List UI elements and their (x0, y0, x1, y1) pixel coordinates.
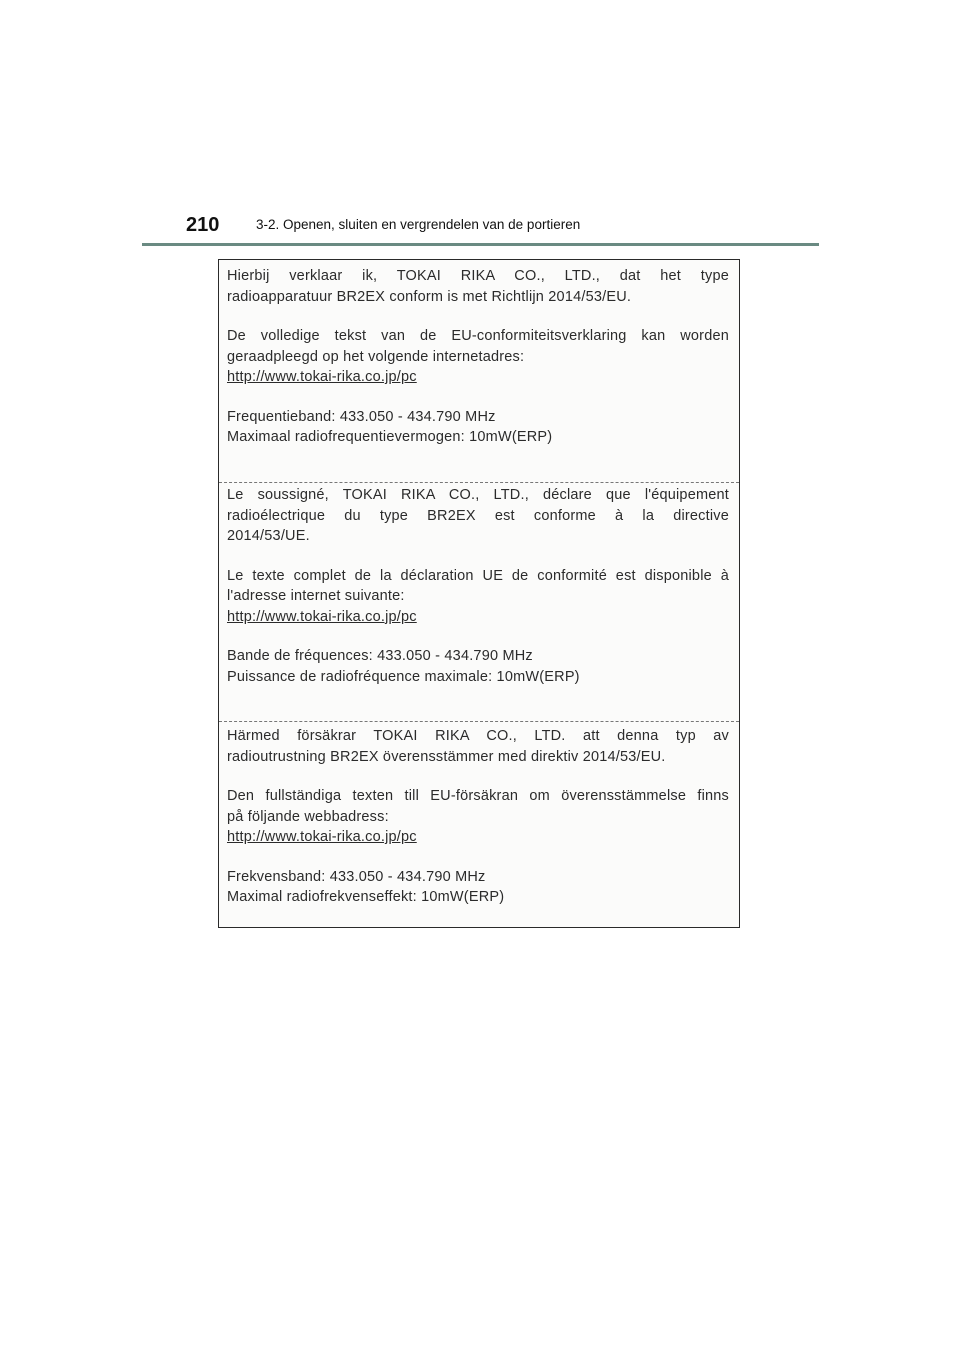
french-line-1: Le soussigné, TOKAI RIKA CO., LTD., déclare que l'équipement (227, 487, 729, 503)
swedish-max-power: Maximal radiofrekvenseffekt: 10mW(ERP) (227, 889, 505, 905)
french-max-power: Puissance de radiofréquence maximale: 10mW(ERP) (227, 668, 580, 685)
french-line-5: l'adresse internet suivante: (227, 588, 405, 604)
swedish-line-3: Den fullständiga texten till EU-försäkran om överensstämmelse finns (227, 788, 729, 804)
page-number: 210 (186, 214, 220, 236)
section-divider (219, 482, 739, 483)
swedish-url-link[interactable]: http://www.tokai-rika.co.jp/pc (227, 829, 417, 845)
page-header (186, 214, 580, 237)
french-declaration (219, 485, 739, 687)
dutch-declaration (219, 266, 739, 448)
declaration-of-conformity-box (218, 259, 740, 928)
dutch-line-4: geraadpleegd op het volgende internetadres: (227, 348, 525, 365)
dutch-line-2: radioapparatuur BR2EX conform is met Richtlijn 2014/53/EU. (227, 288, 632, 305)
dutch-frequency-band: Frequentieband: 433.050 - 434.790 MHz (227, 408, 496, 425)
swedish-declaration (219, 726, 739, 908)
dutch-line-3: De volledige tekst van de EU-conformiteitsverklaring kan worden (227, 328, 729, 344)
dutch-line-1: Hierbij verklaar ik, TOKAI RIKA CO., LTD., dat het type (227, 268, 729, 284)
swedish-line-2: radioutrustning BR2EX överensstämmer med direktiv 2014/53/EU. (227, 748, 666, 765)
dutch-url-link[interactable]: http://www.tokai-rika.co.jp/pc (227, 369, 417, 385)
french-frequency-band: Bande de fréquences: 433.050 - 434.790 MHz (227, 648, 533, 664)
dutch-max-power: Maximaal radiofrequentievermogen: 10mW(ERP) (227, 429, 553, 445)
swedish-frequency-band: Frekvensband: 433.050 - 434.790 MHz (227, 868, 486, 885)
chapter-title: 3-2. Openen, sluiten en vergrendelen van de portieren (256, 217, 581, 232)
section-divider (219, 721, 739, 722)
swedish-line-4: på följande webbadress: (227, 808, 389, 825)
header-rule (142, 243, 819, 246)
french-line-4: Le texte complet de la déclaration UE de conformité est disponible à (227, 567, 729, 584)
french-line-3: 2014/53/UE. (227, 528, 310, 544)
french-url-link[interactable]: http://www.tokai-rika.co.jp/pc (227, 608, 417, 625)
swedish-line-1: Härmed försäkrar TOKAI RIKA CO., LTD. att denna typ av (227, 728, 729, 744)
french-line-2: radioélectrique du type BR2EX est conforme à la directive (227, 507, 729, 524)
